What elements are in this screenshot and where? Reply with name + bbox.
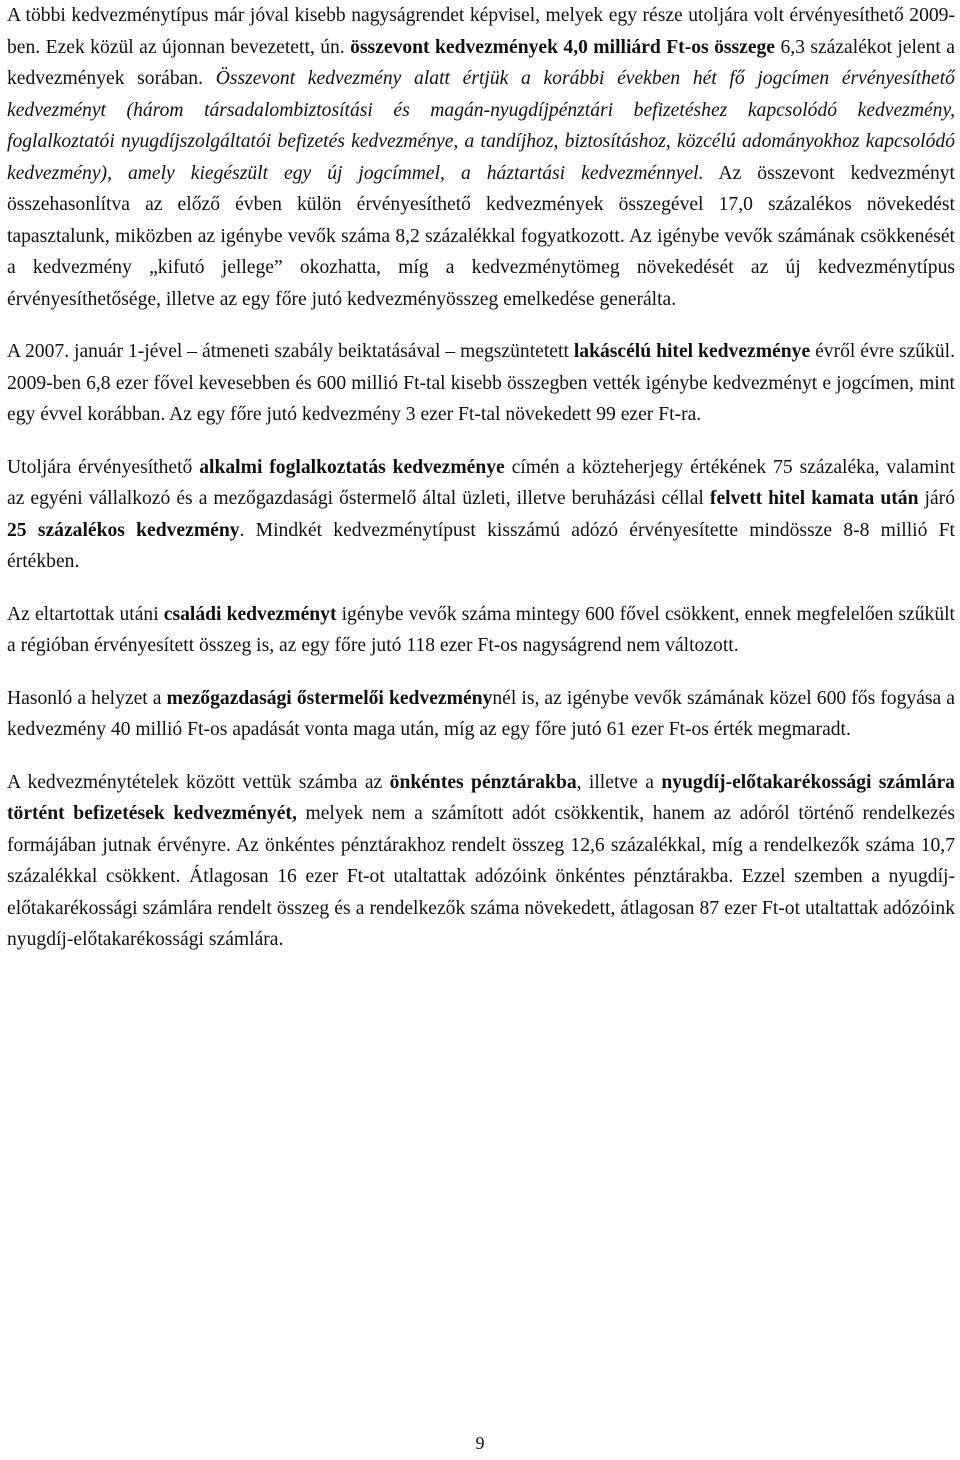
text-run: A többi kedvezménytípus már jóval kisebb nagyságrendet képvisel, melyek egy része utoljára volt érvényesíthető 2009-ben. Ezek közül az újonnan bevezetett, ún. bbox=[7, 5, 955, 58]
text-run: évről évre szűkül. 2009-ben 6,8 ezer fővel kevesebben és 600 millió Ft-tal kisebb összegben vették igénybe kedvezményt e jogcímen, mint egy évvel korábban. Az egy főre jutó kedvezmény 3 ezer Ft-tal növekedett 99 ezer Ft-ra. bbox=[7, 341, 956, 425]
paragraph-voluntary-funds bbox=[7, 767, 955, 956]
text-run: melyek nem a számított adót csökkentik, hanem az adóról történő rendelkezés formájában jutnak érvényre. Az önkéntes pénztárakhoz rendelt összeg 12,6 százalékkal, míg a rendelkezők száma 10,7 százalékkal csökkent. Átlagosan 16 ezer Ft-ot utaltattak adózóink önkéntes pénztárakba. Ezzel szemben a nyugdíj-előtakarékossági számlára rendelt összeg és a rendelkezők száma növekedett, átlagosan 87 ezer Ft-ot utaltattak adózóink nyugdíj-előtakarékossági számlára. bbox=[7, 803, 955, 950]
page-number: 9 bbox=[475, 1433, 485, 1453]
text-run: igénybe vevők száma mintegy 600 fővel csökkent, ennek megfelelően szűkült a régióban érvényesített összeg is, az egy főre jutó 118 ezer Ft-os nagyságrend nem változott. bbox=[7, 603, 956, 656]
bold-run: felvett hitel kamata után bbox=[709, 488, 919, 509]
paragraph-agricultural-producer bbox=[7, 683, 955, 746]
bold-run: lakáscélú hitel kedvezménye bbox=[573, 341, 811, 362]
bold-run: nyugdíj-előtakarékossági számlára történt befizetések kedvezményét, bbox=[7, 771, 955, 824]
bold-run: összevont kedvezmények 4,0 milliárd Ft-os összege bbox=[350, 36, 776, 58]
text-run: címén a közteherjegy értékének 75 százaléka, valamint az egyéni vállalkozó és a mezőgazdasági őstermelő által üzleti, illetve beruházási céllal bbox=[7, 456, 955, 509]
paragraph-gap bbox=[7, 315, 955, 336]
bold-run: alkalmi foglalkoztatás kedvezménye bbox=[199, 456, 505, 478]
document-page bbox=[7, 0, 955, 956]
text-run: Utoljára érvényesíthető bbox=[7, 456, 193, 478]
text-run: Az összevont kedvezményt összehasonlítva az előző évben külön érvényesíthető kedvezmények összegével 17,0 százalékos növekedést tapasztalunk, miközben az igénybe vevők száma 8,2 százalékkal fogyatkozott. Az igénybe vevők számának csökkenését a kedvezmény „kifutó jellege” okozhatta, míg a kedvezménytömeg növekedését az új kedvezménytípus érvényesíthetősége, illetve az egy főre jutó kedvezményösszeg emelkedése generálta. bbox=[7, 162, 956, 310]
paragraph-gap bbox=[7, 662, 955, 683]
bold-run: családi kedvezményt bbox=[163, 603, 337, 625]
paragraph-gap bbox=[7, 578, 955, 599]
text-run: A 2007. január 1-jével – átmeneti szabály beiktatásával – megszüntetett bbox=[7, 341, 569, 362]
text-run: nél is, az igénybe vevők számának közel 600 fős fogyása a kedvezmény 40 millió Ft-os apadását vonta maga után, míg az egy főre jutó 61 ezer Ft-os érték megmaradt. bbox=[7, 687, 955, 740]
text-run: járó bbox=[924, 488, 956, 509]
bold-run: mezőgazdasági őstermelői kedvezmény bbox=[166, 687, 493, 709]
text-run: 6,3 százalékot jelent a kedvezmények sorában. bbox=[7, 36, 955, 89]
italic-run: Összevont kedvezmény alatt értjük a korábbi években hét fő jogcímen érvényesíthető kedvezményt (három társadalombiztosítási és magán-nyugdíjpénztári befizetéshez kapcsolódó kedvezmény, foglalkoztatói nyugdíjszolgáltatói befizetés kedvezménye, a tandíjhoz, biztosításhoz, közcélú adományokhoz kapcsolódó kedvezmény), amely kiegészült egy új jogcímmel, a háztartási kedvezménnyel. bbox=[7, 68, 955, 184]
text-run: . Mindkét kedvezménytípust kisszámú adózó érvényesítette mindössze 8-8 millió Ft értékben. bbox=[7, 519, 955, 572]
text-run: Az eltartottak utáni bbox=[7, 603, 159, 625]
paragraph-combined-allowances bbox=[7, 0, 955, 315]
paragraph-housing-loan bbox=[7, 336, 955, 431]
bold-run: önkéntes pénztárakba bbox=[389, 771, 577, 793]
text-run: , illetve a bbox=[576, 771, 654, 793]
bold-run: 25 százalékos kedvezmény bbox=[7, 519, 240, 541]
paragraph-family-allowance bbox=[7, 599, 955, 662]
text-run: A kedvezménytételek között vettük számba az bbox=[7, 771, 383, 793]
text-run: Hasonló a helyzet a bbox=[7, 687, 162, 709]
paragraph-gap bbox=[7, 746, 955, 767]
paragraph-casual-employment bbox=[7, 452, 955, 578]
paragraph-gap bbox=[7, 431, 955, 452]
